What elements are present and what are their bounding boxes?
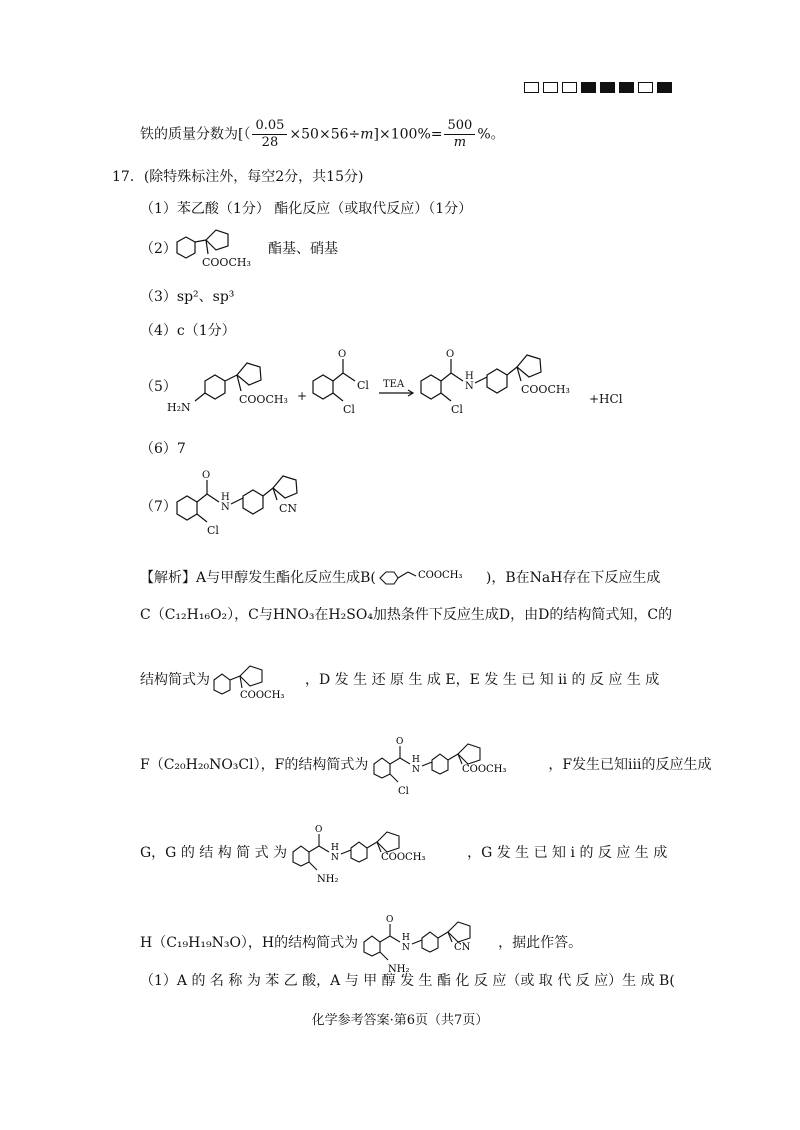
iron-end: %。 [477, 126, 505, 143]
explanation-line-4 [140, 730, 711, 800]
n-label-g: N [331, 853, 339, 863]
answer-6: （6）7 [140, 441, 186, 457]
iron-mid: ×50×56÷ [289, 126, 361, 143]
fraction-2-numerator: 500 [444, 118, 475, 135]
answer-5-label: （5） [140, 379, 177, 395]
n-label-a7: N [221, 502, 230, 513]
nh2-label-g: NH₂ [317, 874, 339, 885]
cl-label-acyl: Cl [357, 379, 369, 392]
h-label-f: H [412, 755, 421, 765]
explanation-5b: ，G 发 生 已 知 ⅰ 的 反 应 生 成 [467, 845, 668, 861]
header-mark-empty [638, 82, 653, 93]
explanation-line-5 [140, 818, 667, 888]
explanation-6b: ，据此作答。 [498, 935, 583, 951]
fraction-2-denominator: m [453, 135, 467, 150]
structure-g-inline [287, 818, 467, 888]
structure-h-inline [358, 908, 498, 978]
iron-mass-fraction-line [140, 118, 505, 151]
page-footer: 化学参考答案·第6页（共7页） [311, 1013, 489, 1028]
answer-2-label: （2） [140, 241, 177, 257]
answer-1: （1）苯乙酸（1分） 酯化反应（或取代反应）（1分） [140, 201, 473, 217]
explanation-line-1 [140, 566, 660, 590]
cn-label-h: CN [454, 942, 471, 953]
cl-label-ring: Cl [343, 403, 355, 416]
header-marks [524, 82, 672, 93]
h2n-label: H₂N [167, 401, 191, 414]
o-label-g: O [315, 825, 323, 835]
cooch3-label-b: COOCH₃ [417, 570, 463, 581]
fraction-2 [444, 118, 475, 151]
answer-7-label: （7） [140, 499, 177, 515]
cooch3-label-g: COOCH₃ [381, 852, 426, 863]
nh2-label-h: NH₂ [388, 964, 410, 975]
cooch3-label: COOCH₃ [202, 256, 251, 269]
header-mark-empty [543, 82, 558, 93]
explanation-line-6 [140, 908, 582, 978]
fraction-1 [252, 118, 287, 151]
explanation-1a: 【解析】A与甲醇发生酯化反应生成B( [140, 570, 376, 586]
cl-label-f: Cl [398, 786, 410, 797]
o-label-h: O [386, 915, 394, 925]
cooch3-label-c: COOCH₃ [240, 690, 285, 700]
h-label-product: H [465, 371, 474, 382]
explanation-4b: ，F发生已知ⅲ的反应生成 [548, 757, 712, 773]
header-mark-filled [581, 82, 596, 93]
structure-b-inline [376, 566, 486, 590]
iron-m: m [360, 126, 374, 143]
explanation-1b: )，B在NaH存在下反应生成 [485, 570, 661, 586]
fraction-1-denominator: 28 [261, 135, 279, 150]
iron-prefix: 铁的质量分数为[（ [140, 126, 251, 143]
n-label-f: N [412, 765, 421, 775]
n-label-product: N [465, 381, 474, 392]
explanation-line-7: （1）A 的 名 称 为 苯 乙 酸，A 与 甲 醇 发 生 酯 化 反 应（或 取 代 反 应）生 成 B( [140, 973, 675, 989]
cl-label-product: Cl [451, 403, 463, 416]
explanation-3a: 结构简式为 [140, 672, 210, 688]
cn-label-a7: CN [279, 502, 298, 515]
explanation-6a: H（C₁₉H₁₉N₃O），H的结构简式为 [140, 935, 359, 951]
structure-c-inline [210, 660, 305, 700]
structure-f-inline [368, 730, 548, 800]
o-label-product: O [446, 349, 455, 360]
header-mark-empty [562, 82, 577, 93]
iron-tail: ]×100%= [373, 126, 443, 143]
header-mark-empty [524, 82, 539, 93]
header-mark-filled [657, 82, 672, 93]
cooch3-label-product: COOCH₃ [521, 383, 570, 396]
structure-c-answer-2 [170, 222, 270, 274]
header-mark-filled [600, 82, 615, 93]
hcl-label: +HCl [589, 392, 623, 406]
cooch3-label-f: COOCH₃ [462, 764, 507, 775]
explanation-5a: G，G 的 结 构 简 式 为 [140, 845, 288, 861]
o-label-a7: O [202, 470, 211, 481]
o-label-reactant: O [338, 349, 347, 360]
structure-answer-7 [165, 460, 325, 540]
cl-label-a7: Cl [207, 524, 219, 537]
explanation-line-2: C（C₁₂H₁₆O₂），C与HNO₃在H₂SO₄加热条件下反应生成D，由D的结构简式知，C的 [140, 607, 673, 623]
cooch3-label-reactant: COOCH₃ [239, 393, 288, 406]
n-label-h: N [402, 943, 411, 953]
header-mark-filled [619, 82, 634, 93]
question-17-title: 17．(除特殊标注外，每空2分，共15分) [112, 169, 364, 185]
explanation-3b: ，D 发 生 还 原 生 成 E，E 发 生 已 知 ⅱ 的 反 应 生 成 [305, 672, 660, 688]
answer-2-groups: 酯基、硝基 [268, 241, 338, 257]
answer-3: （3）sp²、sp³ [140, 289, 235, 305]
reaction-equation [165, 345, 635, 425]
explanation-line-3 [140, 660, 659, 700]
h-label-h: H [402, 933, 410, 943]
plus-sign: + [297, 389, 308, 403]
h-label-g: H [331, 843, 339, 853]
h-label-a7: H [221, 492, 230, 503]
o-label-f: O [396, 737, 404, 747]
tea-label: TEA [383, 379, 405, 390]
answer-4: （4）c（1分） [140, 323, 236, 339]
explanation-4a: F（C₂₀H₂₀NO₃Cl），F的结构简式为 [140, 757, 369, 773]
fraction-1-numerator: 0.05 [252, 118, 287, 135]
